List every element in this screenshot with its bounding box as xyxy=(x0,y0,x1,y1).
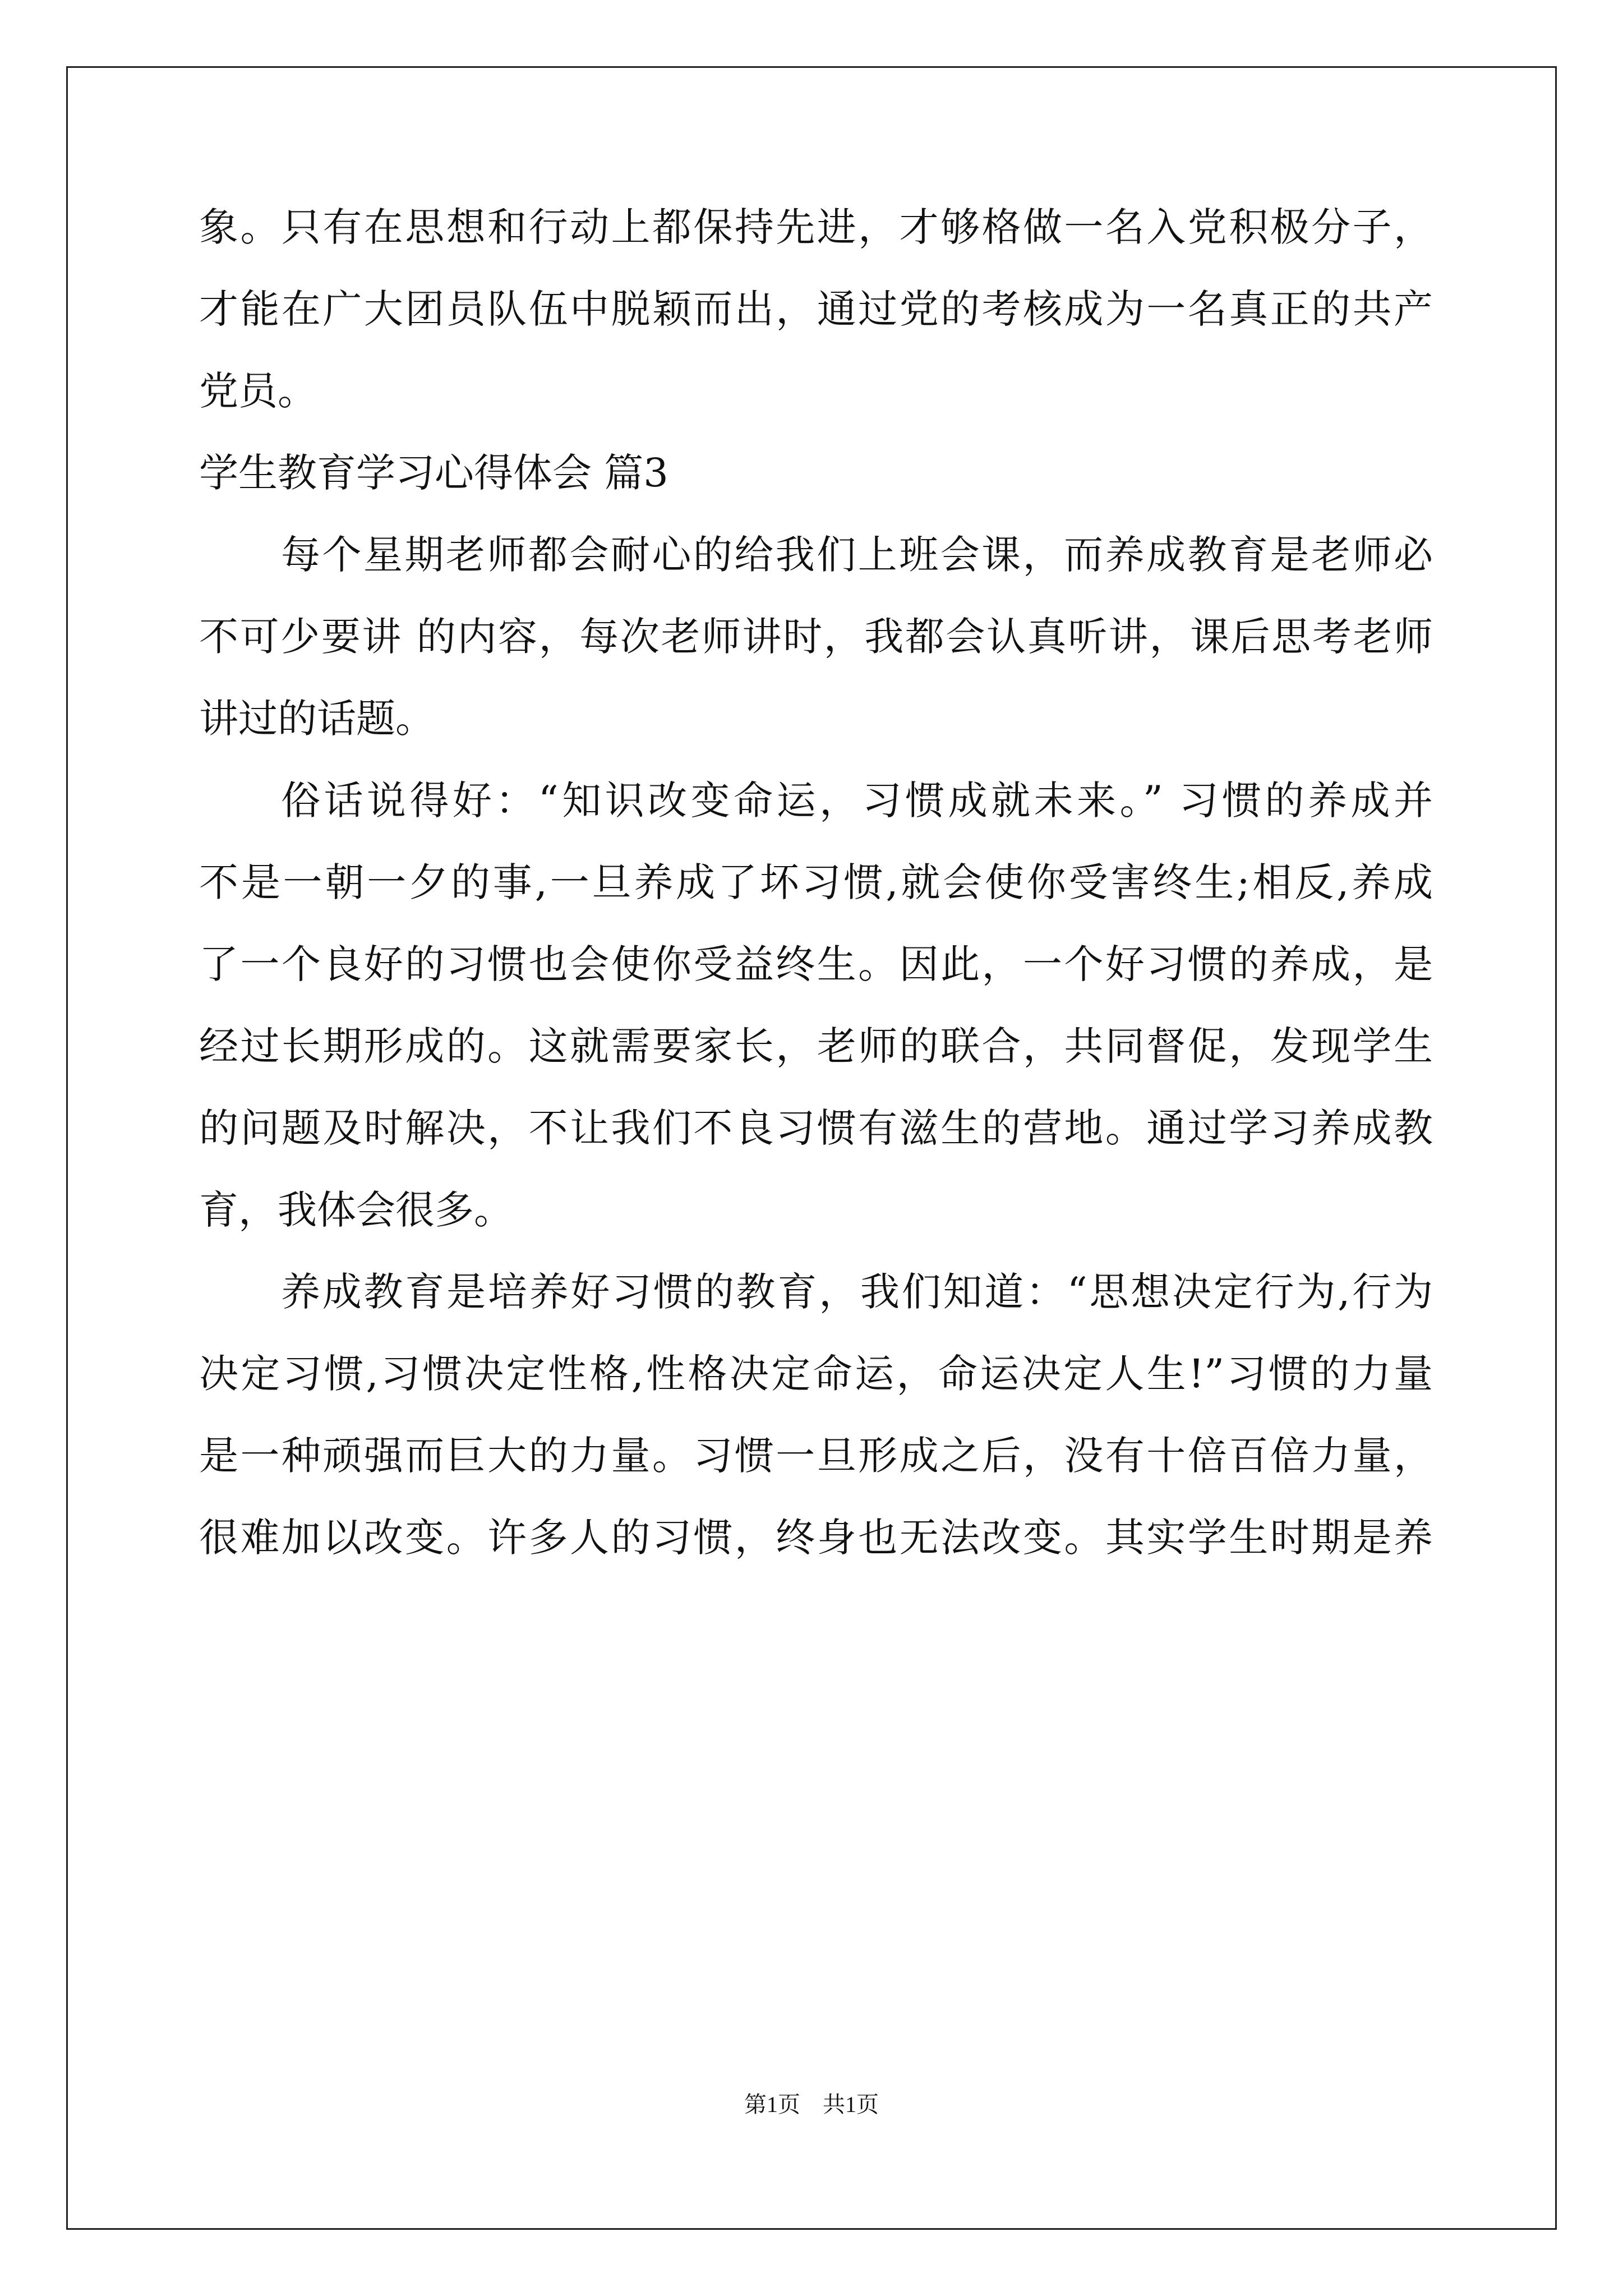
paragraph-line: 不是一朝一夕的事,一旦养成了坏习惯,就会使你受害终生;相反,养成 xyxy=(199,859,1433,905)
paragraph-line: 俗话说得好：“知识改变命运，习惯成就未来。” 习惯的养成并 xyxy=(281,777,1433,823)
paragraph-line: 讲过的话题。 xyxy=(199,696,435,742)
paragraph-line: 的问题及时解决，不让我们不良习惯有滋生的营地。通过学习养成教 xyxy=(199,1105,1433,1151)
paragraph-line: 是一种顽强而巨大的力量。习惯一旦形成之后，没有十倍百倍力量， xyxy=(199,1433,1433,1479)
section-heading: 学生教育学习心得体会 篇3 xyxy=(199,450,668,496)
paragraph-line: 才能在广大团员队伍中脱颖而出，通过党的考核成为一名真正的共产 xyxy=(199,286,1433,332)
paragraph-line: 每个星期老师都会耐心的给我们上班会课，而养成教育是老师必 xyxy=(281,532,1433,578)
paragraph-line: 象。只有在思想和行动上都保持先进，才够格做一名入党积极分子， xyxy=(199,204,1433,250)
paragraph-line: 不可少要讲 的内容，每次老师讲时，我都会认真听讲，课后思考老师 xyxy=(199,614,1433,660)
paragraph-line: 很难加以改变。许多人的习惯，终身也无法改变。其实学生时期是养 xyxy=(199,1515,1433,1561)
page-footer: 第1页 共1页 xyxy=(744,2092,879,2117)
paragraph-line: 育，我体会很多。 xyxy=(199,1187,513,1233)
paragraph-line: 养成教育是培养好习惯的教育，我们知道：“思想决定行为,行为 xyxy=(281,1269,1433,1315)
paragraph-line: 党员。 xyxy=(199,368,317,414)
paragraph-line: 了一个良好的习惯也会使你受益终生。因此，一个好习惯的养成，是 xyxy=(199,941,1433,987)
paragraph-line: 决定习惯,习惯决定性格,性格决定命运，命运决定人生!”习惯的力量 xyxy=(199,1351,1433,1397)
paragraph-line: 经过长期形成的。这就需要家长，老师的联合，共同督促，发现学生 xyxy=(199,1023,1433,1069)
